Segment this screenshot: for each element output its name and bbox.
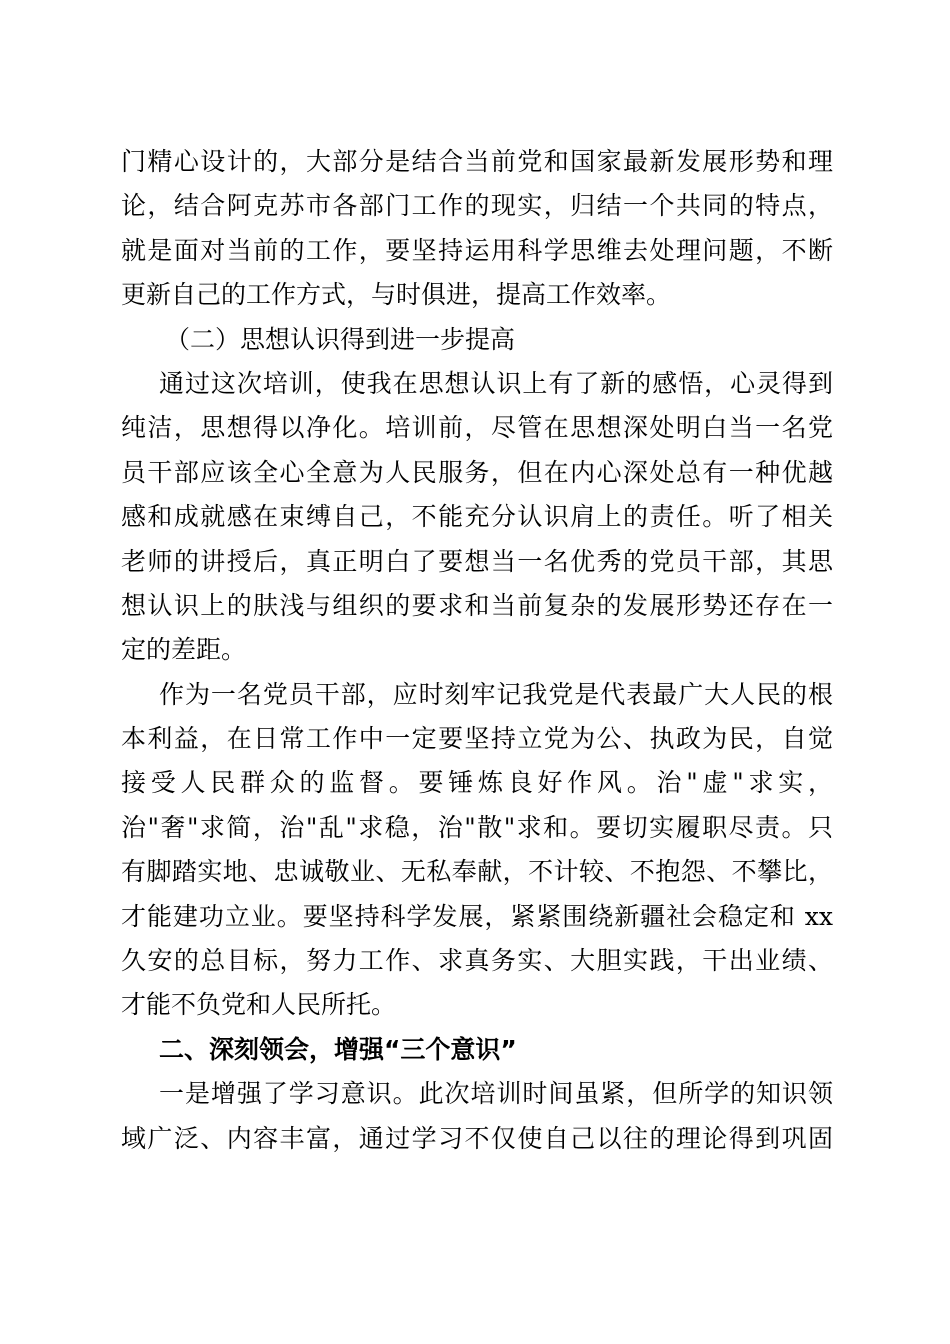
paragraph-line: 本利益，在日常工作中一定要坚持立党为公、执政为民，自觉 [121, 724, 833, 754]
paragraph-line: 员干部应该全心全意为人民服务，但在内心深处总有一种优越 [121, 457, 833, 487]
paragraph-line: 才能建功立业。要坚持科学发展，紧紧围绕新疆社会稳定和 xx [121, 901, 833, 931]
paragraph-line: 想认识上的肤浅与组织的要求和当前复杂的发展形势还存在一 [121, 590, 833, 620]
paragraph-line: 感和成就感在束缚自己，不能充分认识肩上的责任。听了相关 [121, 502, 833, 532]
paragraph-line: 一是增强了学习意识。此次培训时间虽紧，但所学的知识领 [159, 1079, 833, 1109]
paragraph-line: 域广泛、内容丰富，通过学习不仅使自己以往的理论得到巩固 [121, 1123, 833, 1153]
chapter-heading: 二、深刻领会，增强“三个意识” [159, 1034, 517, 1064]
paragraph-line: 论，结合阿克苏市各部门工作的现实，归结一个共同的特点， [121, 191, 833, 221]
paragraph-line: 更新自己的工作方式，与时俱进，提高工作效率。 [121, 280, 672, 310]
paragraph-line: 作为一名党员干部，应时刻牢记我党是代表最广大人民的根 [159, 679, 833, 709]
paragraph-line: 治"奢"求简，治"乱"求稳，治"散"求和。要切实履职尽责。只 [121, 812, 833, 842]
paragraph-line: 久安的总目标，努力工作、求真务实、大胆实践，干出业绩、 [121, 946, 833, 976]
section-heading: （二）思想认识得到进一步提高 [165, 324, 516, 354]
paragraph-line: 才能不负党和人民所托。 [121, 990, 397, 1020]
paragraph-line: 定的差距。 [121, 635, 247, 665]
paragraph-line: 老师的讲授后，真正明白了要想当一名优秀的党员干部，其思 [121, 546, 833, 576]
paragraph-line: 就是面对当前的工作，要坚持运用科学思维去处理问题，不断 [121, 235, 833, 265]
document-body [121, 140, 833, 1161]
paragraph-line: 接受人民群众的监督。要锤炼良好作风。治"虚"求实， [121, 768, 833, 798]
paragraph-line: 纯洁，思想得以净化。培训前，尽管在思想深处明白当一名党 [121, 413, 833, 443]
paragraph-line: 有脚踏实地、忠诚敬业、无私奉献，不计较、不抱怨、不攀比， [121, 857, 833, 887]
paragraph-line: 通过这次培训，使我在思想认识上有了新的感悟，心灵得到 [159, 368, 833, 398]
paragraph-line: 门精心设计的，大部分是结合当前党和国家最新发展形势和理 [121, 147, 833, 176]
